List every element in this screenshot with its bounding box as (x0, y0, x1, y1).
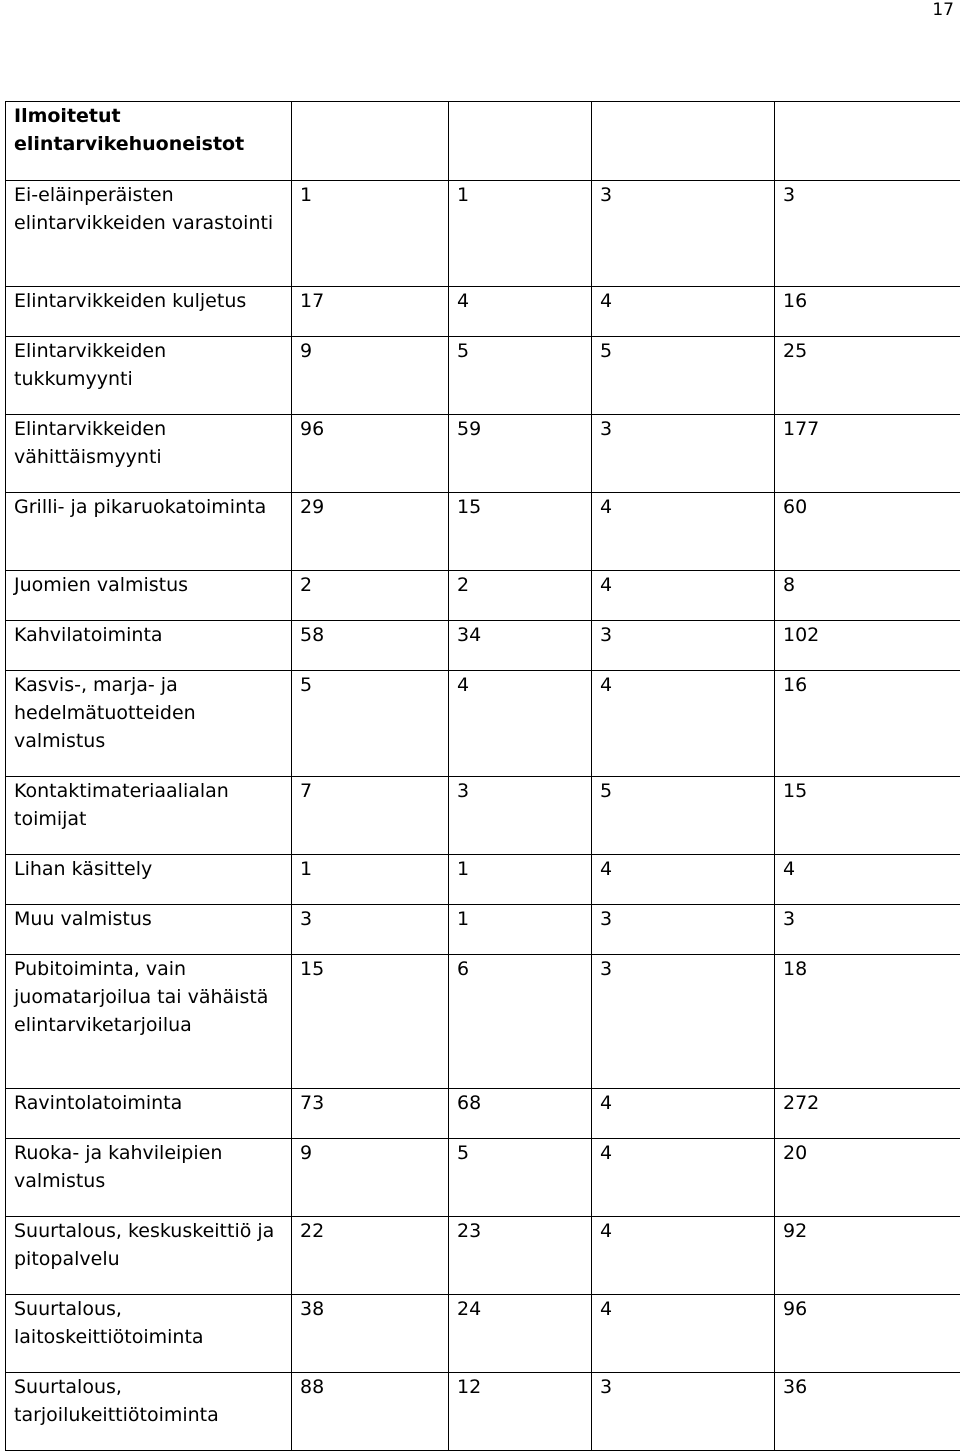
table-row (6, 493, 960, 571)
row-label: Ei-eläinperäisten elintarvikkeiden varastointi (6, 181, 292, 287)
table-row (6, 337, 960, 415)
value-cell: 5 (449, 1139, 592, 1217)
value-cell: 4 (449, 671, 592, 777)
table-body (6, 181, 960, 1451)
row-label: Muu valmistus (6, 905, 292, 955)
value-cell: 1 (449, 905, 592, 955)
value-cell: 3 (592, 1373, 775, 1451)
value-cell: 3 (292, 905, 449, 955)
table-row (6, 181, 960, 287)
value-cell: 16 (775, 671, 960, 777)
value-cell: 34 (449, 621, 592, 671)
value-cell: 1 (449, 181, 592, 287)
value-cell: 5 (449, 337, 592, 415)
value-cell: 38 (292, 1295, 449, 1373)
value-cell: 36 (775, 1373, 960, 1451)
row-label: Kahvilatoiminta (6, 621, 292, 671)
row-label: Pubitoiminta, vain juomatarjoilua tai vähäistä elintarviketarjoilua (6, 955, 292, 1089)
value-cell: 4 (592, 493, 775, 571)
value-cell: 15 (775, 777, 960, 855)
value-cell: 4 (449, 287, 592, 337)
table-row (6, 905, 960, 955)
header-label-cell: Ilmoitetut elintarvikehuoneistot (6, 102, 292, 181)
value-cell: 23 (449, 1217, 592, 1295)
table-row (6, 415, 960, 493)
value-cell: 59 (449, 415, 592, 493)
value-cell: 102 (775, 621, 960, 671)
row-label: Juomien valmistus (6, 571, 292, 621)
header-cell (592, 102, 775, 181)
value-cell: 5 (292, 671, 449, 777)
value-cell: 68 (449, 1089, 592, 1139)
value-cell: 12 (449, 1373, 592, 1451)
row-label: Ravintolatoiminta (6, 1089, 292, 1139)
value-cell: 9 (292, 337, 449, 415)
value-cell: 16 (775, 287, 960, 337)
value-cell: 96 (292, 415, 449, 493)
value-cell: 177 (775, 415, 960, 493)
value-cell: 73 (292, 1089, 449, 1139)
value-cell: 4 (775, 855, 960, 905)
row-label: Ruoka- ja kahvileipien valmistus (6, 1139, 292, 1217)
value-cell: 15 (292, 955, 449, 1089)
value-cell: 22 (292, 1217, 449, 1295)
table-row (6, 1089, 960, 1139)
value-cell: 3 (449, 777, 592, 855)
value-cell: 7 (292, 777, 449, 855)
row-label: Kontaktimateriaalialan toimijat (6, 777, 292, 855)
table-row (6, 671, 960, 777)
header-row (6, 102, 960, 181)
value-cell: 9 (292, 1139, 449, 1217)
value-cell: 18 (775, 955, 960, 1089)
value-cell: 4 (592, 1089, 775, 1139)
value-cell: 4 (592, 287, 775, 337)
value-cell: 8 (775, 571, 960, 621)
value-cell: 4 (592, 855, 775, 905)
value-cell: 15 (449, 493, 592, 571)
value-cell: 17 (292, 287, 449, 337)
value-cell: 4 (592, 1217, 775, 1295)
header-cell (775, 102, 960, 181)
value-cell: 3 (592, 905, 775, 955)
value-cell: 1 (292, 181, 449, 287)
value-cell: 20 (775, 1139, 960, 1217)
value-cell: 4 (592, 1139, 775, 1217)
value-cell: 92 (775, 1217, 960, 1295)
value-cell: 24 (449, 1295, 592, 1373)
value-cell: 2 (292, 571, 449, 621)
table-header (6, 102, 960, 181)
table-row (6, 1139, 960, 1217)
value-cell: 4 (592, 571, 775, 621)
row-label: Suurtalous, keskuskeittiö ja pitopalvelu (6, 1217, 292, 1295)
value-cell: 3 (592, 415, 775, 493)
value-cell: 3 (592, 181, 775, 287)
table-row (6, 621, 960, 671)
establishments-table (5, 101, 960, 1451)
value-cell: 3 (592, 955, 775, 1089)
row-label: Elintarvikkeiden kuljetus (6, 287, 292, 337)
row-label: Elintarvikkeiden tukkumyynti (6, 337, 292, 415)
value-cell: 29 (292, 493, 449, 571)
value-cell: 6 (449, 955, 592, 1089)
page-number: 17 (932, 0, 954, 20)
table-row (6, 1217, 960, 1295)
table-row (6, 287, 960, 337)
row-label: Grilli- ja pikaruokatoiminta (6, 493, 292, 571)
value-cell: 4 (592, 671, 775, 777)
value-cell: 3 (775, 905, 960, 955)
value-cell: 3 (592, 621, 775, 671)
value-cell: 96 (775, 1295, 960, 1373)
row-label: Lihan käsittely (6, 855, 292, 905)
value-cell: 58 (292, 621, 449, 671)
value-cell: 60 (775, 493, 960, 571)
value-cell: 25 (775, 337, 960, 415)
value-cell: 1 (292, 855, 449, 905)
row-label: Kasvis-, marja- ja hedelmätuotteiden valmistus (6, 671, 292, 777)
table-row (6, 855, 960, 905)
table-row (6, 1373, 960, 1451)
value-cell: 5 (592, 337, 775, 415)
table-row (6, 777, 960, 855)
table-row (6, 571, 960, 621)
value-cell: 2 (449, 571, 592, 621)
row-label: Suurtalous, laitoskeittiötoiminta (6, 1295, 292, 1373)
header-cell (292, 102, 449, 181)
value-cell: 3 (775, 181, 960, 287)
table-row (6, 1295, 960, 1373)
header-cell (449, 102, 592, 181)
row-label: Elintarvikkeiden vähittäismyynti (6, 415, 292, 493)
row-label: Suurtalous, tarjoilukeittiötoiminta (6, 1373, 292, 1451)
value-cell: 272 (775, 1089, 960, 1139)
table-row (6, 955, 960, 1089)
value-cell: 1 (449, 855, 592, 905)
value-cell: 4 (592, 1295, 775, 1373)
value-cell: 88 (292, 1373, 449, 1451)
value-cell: 5 (592, 777, 775, 855)
